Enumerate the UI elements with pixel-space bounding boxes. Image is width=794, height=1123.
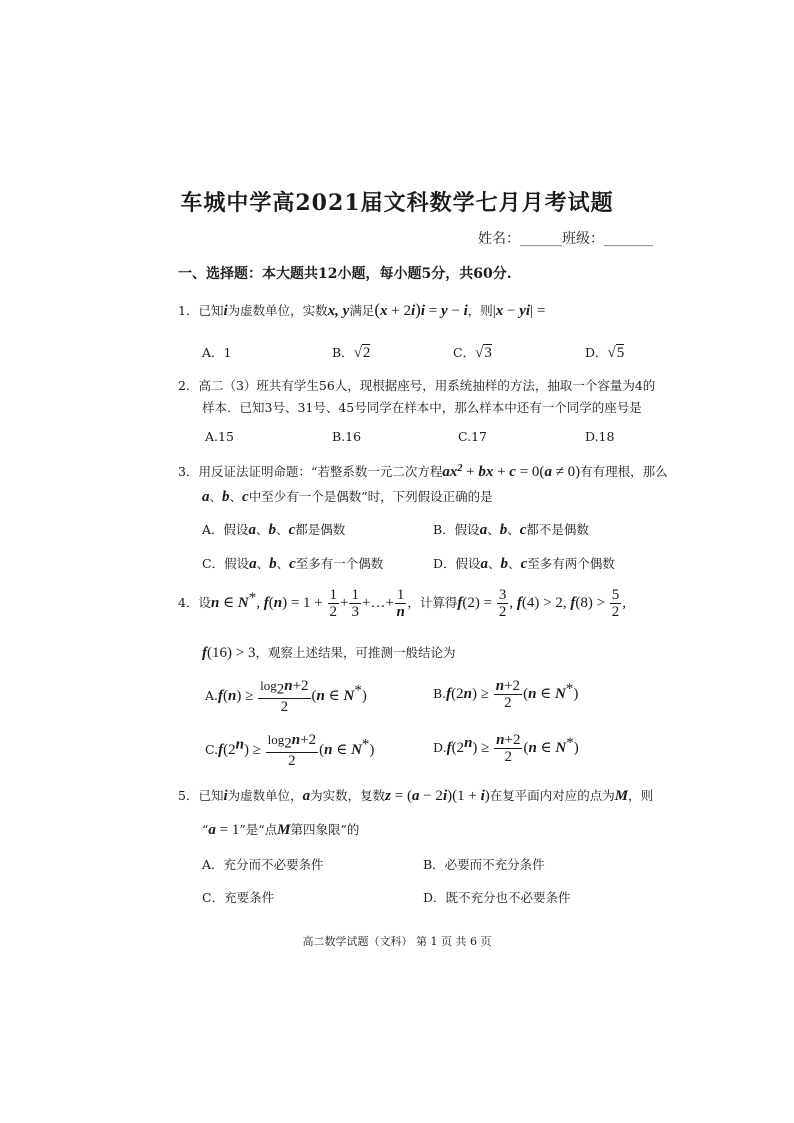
question-1-option-c: C．√3 (453, 345, 492, 361)
question-1-option-b: B．√2 (332, 345, 371, 361)
question-3-line-2: a、b、c中至少有一个是偶数”时，下列假设正确的是 (202, 489, 493, 505)
question-4-option-b: B.f(2n) ≥ $\frac{n+2}{2}$ (n ∈ N*) (433, 678, 579, 711)
question-2-line-2: 样本．已知3号、31号、45号同学在样本中，那么样本中还有一个同学的座号是 (202, 400, 642, 415)
page-title: 车城中学高2021届文科数学七月月考试题 (180, 190, 614, 216)
question-2-line-1: 2．高二（3）班共有学生56人，现根据座号，用系统抽样的方法，抽取一个容量为4的 (178, 378, 656, 393)
question-4-option-d: $D.f(2^n)$ ≥ $\frac{n+2}{2}$ (n ∈ N*) (433, 732, 579, 765)
question-4-option-a: A.f(n) ≥ $\frac{\log_2n+2}{2}$ (n ∈ N*) (205, 678, 367, 715)
question-3-option-c: C．假设a、b、c至多有一个偶数 (202, 556, 384, 572)
question-5-line-2: “a = 1”是“点M第四象限”的 (202, 822, 360, 838)
page-footer: 高二数学试题（文科） 第 1 页 共 6 页 (302, 935, 492, 948)
question-2-option-b: B.16 (332, 429, 362, 444)
name-class-line: 姓名：______班级：_______ (478, 231, 653, 247)
question-3-option-d: D．假设a、b、c至多有两个偶数 (433, 556, 615, 572)
question-1-stem: 1．已知i为虚数单位，实数x, y满足(x + 2i)i = y − i，则|x − yi| = (178, 300, 546, 319)
question-3-option-b: B．假设a、b、c都不是偶数 (433, 522, 589, 538)
question-2-option-a: A.15 (205, 429, 234, 444)
question-1-option-a: A．1 (202, 345, 232, 360)
question-4-line-2: f(16) > 3，观察上述结果，可推测一般结论为 (202, 645, 456, 661)
question-2-option-c: C.17 (458, 429, 487, 444)
question-3-option-a: A．假设a、b、c都是偶数 (202, 522, 346, 538)
question-4-line-1: 4．设n ∈ N*, f(n) = 1 + $\frac{1}{2}$ + $\frac{1}{3}$ +…+ $\frac{1}{n}$ ，计算得f(2) = $\frac{3}{2}$ , f(4) > 2, f(8) > $\frac{5}{2}$ , (178, 587, 627, 620)
question-3-line-1: 3．用反证法证明命题：“若整系数一元二次方程$ax^2$ + bx + c = 0(a ≠ 0)有有理根，那么 (178, 462, 668, 480)
question-5-line-1: 5．已知i为虚数单位，a为实数，复数z = (a − 2i)(1 + i)在复平面内对应的点为M，则 (178, 788, 654, 804)
question-5-option-d: D．既不充分也不必要条件 (423, 890, 571, 905)
question-2-option-d: D.18 (585, 429, 615, 444)
question-1-option-d: D．√5 (585, 345, 625, 361)
question-4-option-c: $C.f(2^n)$ ≥ $\frac{\log_2n+2}{2}$ (n ∈ N*) (205, 732, 375, 769)
question-5-option-c: C．充要条件 (202, 890, 275, 905)
question-5-option-b: B．必要而不充分条件 (423, 857, 545, 872)
question-5-option-a: A．充分而不必要条件 (202, 857, 324, 872)
section-heading: 一、选择题：本大题共12小题，每小题5分，共60分. (178, 266, 512, 282)
